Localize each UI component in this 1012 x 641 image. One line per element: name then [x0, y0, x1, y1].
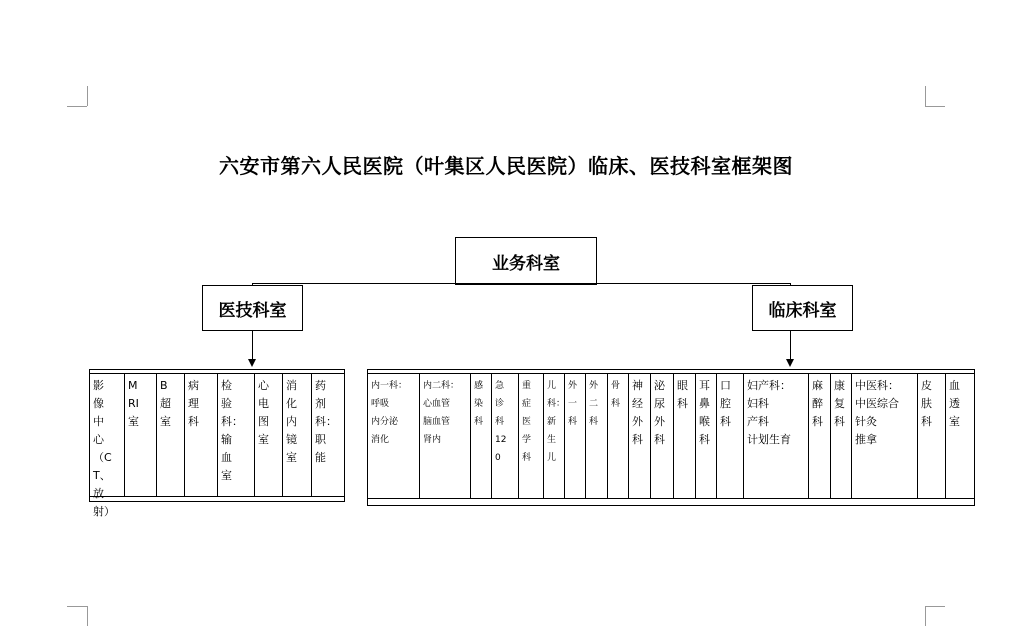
department-label: 内二科： 心血管 脑血管 肾内 [423, 381, 460, 445]
department-label: 病理科 [188, 379, 199, 428]
department-label: 心电图室 [258, 379, 269, 446]
department-label: 急诊科120 [495, 381, 507, 463]
department-label: 耳鼻喉科 [699, 379, 710, 446]
department-label: 血透室 [949, 379, 960, 428]
table-bottom-rule [368, 498, 974, 499]
department-label: 药剂科：职能 [315, 379, 337, 464]
department-label: 检验科：输血室 [221, 379, 243, 482]
department-cell [946, 374, 974, 498]
department-label: 妇产科： 妇科 产科 计划生育 [747, 379, 791, 446]
department-cell [696, 374, 717, 498]
department-cell [674, 374, 696, 498]
department-cell [831, 374, 852, 498]
department-label: 皮肤科 [921, 379, 932, 428]
department-label: 口腔科 [720, 379, 731, 428]
department-cell [420, 374, 471, 498]
department-label: 康复科 [834, 379, 845, 428]
department-label: 眼科 [677, 379, 688, 410]
department-cell [90, 374, 125, 518]
clinical-table [367, 369, 975, 506]
department-cell [744, 374, 809, 498]
arrow-right-shaft [790, 330, 791, 360]
department-cell [312, 374, 344, 496]
department-cell [852, 374, 918, 498]
department-cell [565, 374, 586, 498]
department-cell [629, 374, 651, 498]
department-label: 中医科： 中医综合 针灸 推拿 [855, 379, 899, 446]
department-cell [471, 374, 492, 498]
department-cell [492, 374, 519, 498]
root-node-business-departments: 业务科室 [455, 237, 597, 285]
department-label: 重症医学科 [522, 381, 532, 463]
department-cell [651, 374, 674, 498]
department-label: 神经外科 [632, 379, 643, 446]
department-cell [918, 374, 946, 498]
page-title: 六安市第六人民医院（叶集区人民医院）临床、医技科室框架图 [219, 154, 793, 178]
arrow-left-shaft [252, 330, 253, 360]
department-label: 麻醉科 [812, 379, 823, 428]
department-label: 感染科 [474, 381, 484, 427]
arrow-left-head [248, 359, 256, 367]
department-label: 儿科：新生儿 [547, 381, 566, 463]
department-label: 外一科 [568, 381, 578, 427]
department-cell [544, 374, 565, 498]
department-cell [125, 374, 157, 496]
department-label: 外二科 [589, 381, 599, 427]
department-label: MRI室 [128, 379, 139, 428]
department-label: 骨科 [611, 381, 621, 409]
department-cell [809, 374, 831, 498]
department-cell [586, 374, 608, 498]
medical-technology-table [89, 369, 345, 518]
department-cell [185, 374, 218, 496]
department-cell [519, 374, 544, 498]
department-cell [368, 374, 420, 498]
department-label: 泌尿外科 [654, 379, 665, 446]
node-medical-technology: 医技科室 [202, 285, 303, 331]
arrow-right-head [786, 359, 794, 367]
department-cell [218, 374, 255, 496]
department-cell [157, 374, 185, 496]
node-clinical: 临床科室 [752, 285, 853, 331]
department-cell [255, 374, 283, 496]
department-label: 消化内镜室 [286, 379, 297, 464]
table-bottom-rule [90, 496, 344, 497]
department-cell [283, 374, 312, 496]
connector-horizontal [252, 283, 790, 284]
department-label: 内一科： 呼吸 内分泌 消化 [371, 381, 408, 445]
department-cell [608, 374, 629, 498]
department-label: B超室 [160, 379, 171, 428]
department-label: 影像中心（CT、放射） [93, 379, 115, 518]
department-cell [717, 374, 744, 498]
